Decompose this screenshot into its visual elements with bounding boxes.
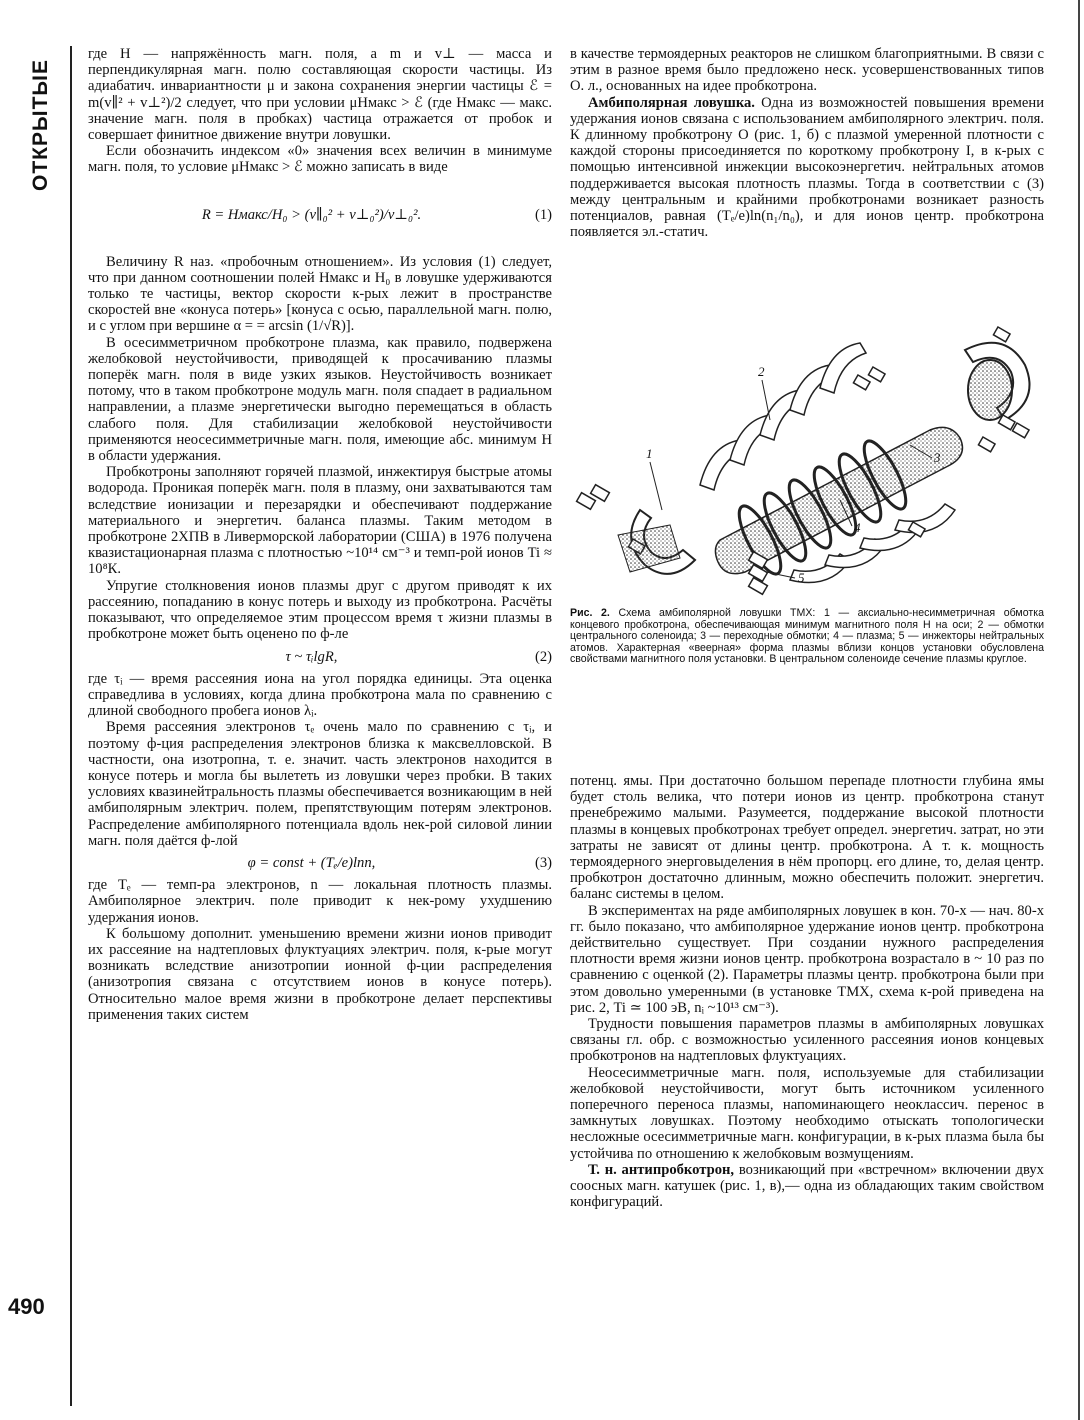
paragraph: где H — напряжённость магн. поля, а m и v⊥ — масса и перпендикулярная магн. полю составляющая скорости частицы. Из адиабатич. инвариантности μ и закона сохранения энергии частицы ℰ = m(v∥² + v⊥²)/2 следует, что при условии μHмакс > ℰ (где Hмакс — макс. значение магн. поля в пробках) частица отражается от пробок и совершает финитное движение внутри ловушки. [88,46,552,144]
right-column-top [570,46,1044,240]
paragraph: Время рассеяния электронов τₑ очень мало по сравнению с τᵢ, и поэтому ф-ция распределения электронов близка к максвелловской. В частности, она изотропна, т. е. значит. часть электронов находится в конусе потерь и могла бы вылететь из ловушки через пробки. В таких условиях квазинейтральность плазмы обеспечивается возникающим в ней амбиполярным электрич. полем, препятствующим потерям электронов. Распределение амбиполярного потенциала вдоль нек-рой силовой линии магн. поля даётся ф-лой [88,719,552,849]
formula-number: (2) [534,648,552,665]
paragraph: В осесимметричном пробкотроне плазма, как правило, подвержена желобковой неустойчивости, приводящей к просачиванию плазмы поперёк магн. поля в виде узких языков. Неустойчивость возникает потому, что в таком пробкотроне модуль магн. поля спадает в радиальном направлении, а плазме энергетически выгодно перемещаться в область слабого поля. Для стабилизации желобковой неустойчивости применяются неосесимметричные магн. поля, имеющие абс. минимум H в области удержания. [88,334,552,465]
paragraph: Трудности повышения параметров плазмы в амбиполярных ловушках связаны гл. обр. с возможностью усиленного рассеяния ионов концевых пробкотронов на надтепловых флуктуациях. [570,1016,1044,1065]
formula-expression: R = Hмакс/H₀ > (v∥₀² + v⊥₀²)/v⊥₀². [201,206,422,223]
figure-label-4: 4 [854,520,861,535]
left-column [88,46,552,1023]
paragraph: Неосесимметричные магн. поля, используемые для стабилизации желобковой неустойчивости, могут быть источником усиленного поперечного переноса плазмы, напоминающего неоклассич. перенос в замкнутых ловушках. Поэтому необходимо отыскать топологически несложные осесимметричные магн. конфигурации, в к-рых плазма была бы устойчива по отношению к желобковым возмущениям. [570,1064,1044,1162]
page-edge-rule [1078,0,1080,1420]
section-header [22,40,60,210]
tmx-trap-figure [570,310,1044,600]
right-column-bottom [570,773,1044,1210]
figure-label-2: 2 [758,364,765,379]
formula-expression: τ ~ τᵢlgR, [285,648,338,665]
page-number: 490 [8,1294,45,1319]
paragraph [570,95,1044,241]
caption-text: Схема амбиполярной ловушки TMX: 1 — аксиально-несимметричная обмотка концевого пробкотрона, обеспечивающая минимум магнитного поля H на оси; 2 — обмотки центрального соленоида; 3 — переходные обмотки; 4 — плазма; 5 — инжекторы нейтральных атомов. Характерная «веерная» форма плазмы вблизи концов установки обусловлена свойствами магнитного поля установки. В центральном соленоиде сечение плазмы круглое. [570,607,1044,666]
formula-expression: φ = const + (Tₑ/e)lnn, [247,854,376,871]
paragraph: где Tₑ — темп-ра электронов, n — локальная плотность плазмы. Амбиполярное электрич. поле приводит к нек-рому ухудшению удержания ионов. [88,877,552,926]
term-heading: Т. н. антипробкотрон, [588,1161,735,1178]
figure-label-1: 1 [646,446,653,461]
paragraph: в качестве термоядерных реакторов не слишком благоприятными. В связи с этим в разное время было предложено неск. усовершенствованных типов О. л., основанных на идее пробкотрона. [570,46,1044,95]
paragraph: К большому дополнит. уменьшению времени жизни ионов приводит их рассеяние на надтепловых флуктуациях электрич. поля, к-рые могут возникать вследствие анизотропии ионной ф-ции распределения (анизотропия связана с отсутствием ионов в конусе потерь). Относительно малое время жизни в пробкотроне делает перспективы применения таких систем [88,925,552,1023]
paragraph: где τᵢ — время рассеяния иона на угол порядка единицы. Эта оценка справедлива в условиях, когда длина пробкотрона мала по сравнению с длиной свободного пробега ионов λᵢ. [88,670,552,720]
formula-2 [88,649,552,665]
paragraph: Пробкотроны заполняют горячей плазмой, инжектируя быстрые атомы водорода. Проникая поперёк магн. поля в плазму, они захватываются там вследствие ионизации и перезарядки и обеспечивают поддержание материального и энергетич. баланса плазмы. Таким методом в пробкотроне 2ХПВ в Ливерморской лаборатории (США) в 1976 получена квазистационарная плазма с плотностью ~10¹⁴ см⁻³ и темп-рой ионов Ti ≈ 10⁸К. [88,464,552,578]
paragraph-text: возникающий при «встречном» включении двух соосных магн. катушек (рис. 1, в),— одна из обладающих таким свойством конфигураций. [570,1161,1044,1211]
section-title: ОТКРЫТЫЕ [29,59,53,191]
caption-label: Рис. 2. [570,607,610,619]
formula-3 [88,855,552,871]
figure-drawing [570,310,1044,600]
formula-1 [88,182,552,248]
section-heading: Амбиполярная ловушка. [588,94,755,111]
paragraph-text: Одна из возможностей повышения времени удержания ионов связана с использованием амбиполярного электрич. поля. К длинному пробкотрону O (рис. 1, б) с плазмой умеренной плотности с каждой стороны присоединяется по короткому пробкотрону I, в к-рых с помощью интенсивной инжекции высокоэнергетич. нейтральных атомов поддерживается высокая плотность плазмы. Тогда в соответствии с (3) между центральным и крайними пробкотронами возникает разность потенциалов, равная (Tₑ/e)ln(n₁/n₀), и для ионов центр. пробкотрона появляется эл.-статич. [570,94,1045,241]
paragraph [570,1162,1044,1211]
formula-number: (1) [534,206,552,223]
figure-caption [570,608,1044,666]
paragraph: Упругие столкновения ионов плазмы друг с другом приводят к их рассеянию, попаданию в конус потерь и выходу из пробкотрона. Расчёты показывают, что определяемое этим процессом время τ жизни плазмы в пробкотроне может быть оценено по ф-ле [88,577,552,643]
figure-label-5: 5 [798,570,805,585]
paragraph: потенц. ямы. При достаточно большом перепаде плотности глубина ямы будет столь велика, что потери ионов из центр. пробкотрона станут пренебрежимо малыми. Разумеется, поддержание высокой плотности плазмы в концевых пробкотронах требует определ. энергетич. затрат, но эти затраты не зависят от длины центр. пробкотрона. А т. к. мощность термоядерного энерговыделения в нём пропорц. его длине, то, делая центр. пробкотрон достаточно длинным, можно обеспечить положит. энергетич. баланс системы в целом. [570,773,1044,903]
margin-rule [70,46,72,1406]
paragraph: В экспериментах на ряде амбиполярных ловушек в кон. 70-х — нач. 80-х гг. было показано, что амбиполярное удержание ионов центр. пробкотрона действительно существует. При создании нужного распределения плотности время жизни ионов центр. пробкотрона возрастало в ~ 10 раз по сравнению с оценкой (2). Параметры плазмы центр. пробкотрона были при этом довольно умеренными (в установке TMX, схема к-рой приведена на рис. 2, Ti ≃ 100 эВ, nᵢ ~10¹³ см⁻³). [570,902,1044,1016]
figure-label-3: 3 [934,450,941,465]
paragraph: Если обозначить индексом «0» значения всех величин в минимуме магн. поля, то условие μHмакс > ℰ можно записать в виде [88,143,552,176]
paragraph: Величину R наз. «пробочным отношением». Из условия (1) следует, что при данном соотношении полей Hмакс и H₀ в ловушке удерживаются только те частицы, вектор скорости к-рых лежит в пространстве скоростей вне «конуса потерь» [конуса с осью, параллельной магн. полю, и с углом при вершине α = = arcsin (1/√R)]. [88,253,552,335]
formula-number: (3) [534,854,552,871]
